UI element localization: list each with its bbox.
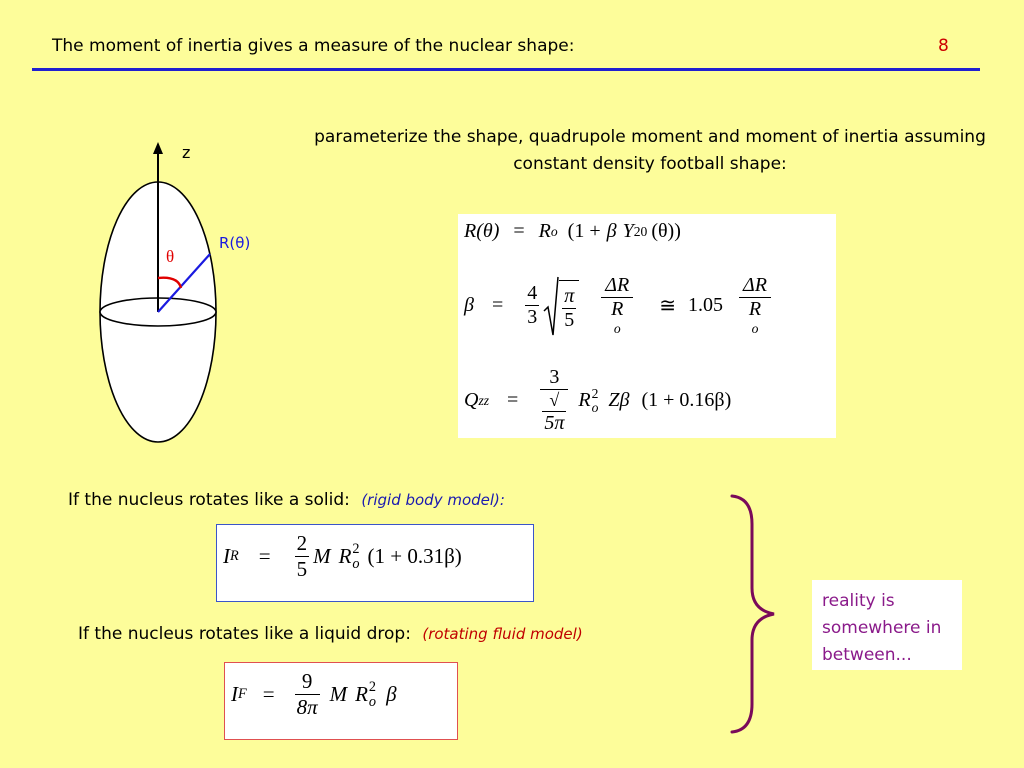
denominator [540,390,568,435]
radius-superscript: 2 [368,679,377,696]
equals-sign: = [491,294,504,316]
solid-text: If the nucleus rotates like a solid: [68,490,350,510]
solid-statement [68,490,505,510]
fraction-two-fifths [295,531,310,582]
radius-superscript: 2 [352,541,360,558]
equals-sign: = [507,389,519,411]
denominator: 5 [296,557,308,581]
fraction-nine-over-eight-pi [295,669,320,720]
radius-subscript: o [591,399,599,415]
numerator: 9 [295,669,320,695]
radicand: 5π [544,412,565,434]
inertia-subscript: R [230,548,239,564]
sqrt-sign [543,275,559,337]
sqrt-fraction [559,280,579,332]
equals-sign: = [513,220,525,242]
title-rule [32,68,980,71]
radius-scripts [352,542,359,571]
reality-note: reality is somewhere in between... [812,580,962,670]
z-axis-label: z [182,143,191,162]
mass-symbol: M [313,544,331,568]
radius-scripts [592,387,599,414]
equals-sign: = [262,682,275,706]
quadrupole-symbol: Q [464,389,479,411]
intro-text: parameterize the shape, quadrupole moment and moment of inertia assuming constant density football shape: [314,127,986,174]
open-term: (1 + [567,220,601,242]
beta-symbol: β [386,682,397,706]
quadrupole-subscript: zz [478,392,490,408]
beta-lhs: β [464,294,474,316]
correction-factor: (1 + 0.16β) [641,389,732,411]
radius-symbol: R [538,220,551,242]
inertia-symbol: I [223,544,230,568]
fraction-delta-r-2 [739,274,771,337]
fluid-statement [78,624,583,644]
fluid-model-label: (rotating fluid model) [422,625,583,643]
numerator: 2 [296,531,308,555]
denominator-symbol: R [748,298,762,320]
fraction-four-thirds [525,282,539,329]
numerator [739,274,771,298]
shape-equations-box [458,214,836,438]
numerator: 4 [527,282,538,304]
denominator [601,298,633,337]
charge-beta: Zβ [608,389,630,411]
radius-symbol: R [578,389,591,411]
inertia-symbol: I [231,682,238,706]
page-title: The moment of inertia gives a measure of the nuclear shape: [52,36,575,56]
approx-sign: ≅ [659,295,677,317]
rigid-model-label: (rigid body model): [361,491,505,509]
radius-symbol: R [355,682,368,706]
correction-factor: (1 + 0.31β) [367,544,462,568]
radius-symbol: R [338,544,352,568]
rigid-inertia-box [216,524,534,602]
slide-number: 8 [938,36,949,56]
beta-equation [464,274,775,337]
sqrt-glyph: √ [549,390,560,410]
close-term: (θ)) [651,220,681,242]
mass-symbol: M [329,682,348,706]
quadrupole-equation [464,366,731,435]
numerator-text: ΔR [605,274,630,296]
radius-superscript: 2 [591,385,599,401]
inertia-subscript: F [238,686,247,702]
radius-subscript: o [368,693,377,710]
fluid-text: If the nucleus rotates like a liquid drop: [78,624,411,644]
z-axis-arrowhead [153,142,163,154]
radius-equation [464,220,681,243]
denominator-symbol: R [611,298,624,320]
equals-sign: = [258,544,271,568]
denominator: 5 [564,308,575,331]
harmonic-symbol: Y [622,220,634,242]
fraction-delta-r [601,274,633,337]
harmonic-subscript: 20 [633,223,648,239]
radius-subscript: o [352,555,360,572]
fraction-three-over-root [540,366,568,435]
radius-subscript: o [550,223,558,239]
ellipsoid-diagram [90,130,270,460]
radius-label: R(θ) [219,234,251,252]
fluid-inertia-equation [231,669,397,720]
radius-lhs: R(θ) [464,220,500,242]
coefficient: 1.05 [688,294,724,316]
angle-label: θ [166,247,175,266]
numerator: π [564,284,575,307]
numerator: 3 [540,366,568,390]
numerator [601,274,633,298]
rigid-inertia-equation [223,531,462,582]
beta-symbol: β [606,220,617,242]
fluid-inertia-box [224,662,458,740]
denominator: 3 [527,306,538,328]
radius-scripts [369,680,376,709]
denominator-subscript: o [613,321,621,336]
grouping-brace [726,492,780,736]
denominator [739,298,771,337]
denominator-subscript: o [751,321,759,336]
denominator: 8π [296,695,318,719]
numerator-text: ΔR [743,274,767,296]
